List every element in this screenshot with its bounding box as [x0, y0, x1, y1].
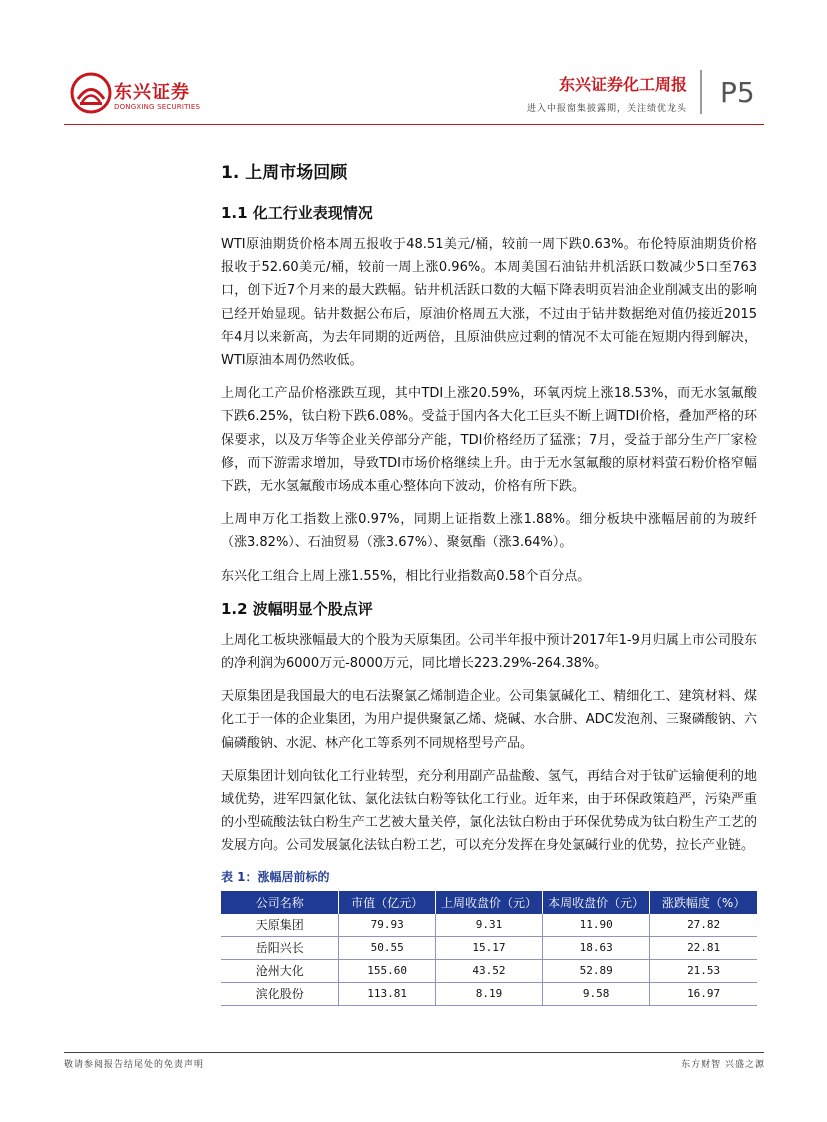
page-number: P5 — [720, 76, 755, 109]
cell-market-cap: 155.60 — [339, 959, 435, 982]
cell-change: 16.97 — [650, 982, 757, 1005]
cell-change: 22.81 — [650, 936, 757, 959]
cell-change: 27.82 — [650, 914, 757, 937]
footer-rule — [64, 1052, 764, 1053]
cell-company: 天原集团 — [221, 914, 339, 937]
table-header-row — [221, 891, 757, 914]
cell-prev-close: 8.19 — [435, 982, 542, 1005]
footer-slogan: 东方财智 兴盛之源 — [681, 1060, 765, 1070]
footer-disclaimer: 敬请参阅报告结尾处的免责声明 — [64, 1060, 205, 1070]
logo-name: 东兴证券 — [114, 82, 190, 103]
section-heading: 1. 上周市场回顾 — [221, 163, 348, 183]
paragraph-portfolio: 东兴化工组合上周上涨1.55%，相比行业指数高0.58个百分点。 — [221, 568, 591, 584]
subsection-heading-industry: 1.1 化工行业表现情况 — [221, 204, 373, 222]
cell-market-cap: 79.93 — [339, 914, 435, 937]
cell-close: 9.58 — [543, 982, 650, 1005]
paragraph-product-prices: 上周化工产品价格涨跌互现，其中TDI上涨20.59%，环氧丙烷上涨18.53%，而无水氢氟酸下跌6.25%，钛白粉下跌6.08%。受益于国内各大化工巨头不断上调TDI价格，叠加严格的环保要求，以及万华等企业关停部分产能，TDI价格经历了猛涨；7月，受益于部分生产厂家检修，而下游需求增加，导致TDI市场价格继续上升。由于无水氢氟酸的原材料萤石粉价格窄幅下跌，无水氢氟酸市场成本重心整体向下波动，价格有所下跌。 — [221, 386, 757, 495]
logo-english-name: DONGXING SECURITIES — [114, 103, 201, 111]
column-header: 本周收盘价（元） — [543, 891, 650, 914]
company-logo — [70, 72, 230, 118]
paragraph-index: 上周申万化工指数上涨0.97%，同期上证指数上涨1.88%。细分板块中涨幅居前的为玻纤（涨3.82%）、石油贸易（涨3.67%）、聚氨酯（涨3.64%）。 — [221, 512, 757, 551]
column-header: 市值（亿元） — [339, 891, 435, 914]
cell-company: 沧州大化 — [221, 959, 339, 982]
cell-close: 52.89 — [543, 959, 650, 982]
cell-close: 18.63 — [543, 936, 650, 959]
table-row — [221, 959, 757, 982]
column-header: 公司名称 — [221, 891, 339, 914]
table-row — [221, 982, 757, 1005]
logo-emblem-icon — [70, 72, 112, 114]
cell-close: 11.90 — [543, 914, 650, 937]
report-title: 东兴证券化工周报 — [558, 75, 687, 94]
table-row — [221, 914, 757, 937]
cell-prev-close: 43.52 — [435, 959, 542, 982]
table-caption: 表 1：涨幅居前标的 — [221, 869, 330, 884]
top-gainers-table — [221, 891, 757, 1006]
paragraph-company-intro: 天原集团是我国最大的电石法聚氯乙烯制造企业。公司集氯碱化工、精细化工、建筑材料、煤化工于一体的企业集团，为用户提供聚氯乙烯、烧碱、水合肼、ADC发泡剂、三聚磷酸钠、六偏磷酸钠、水泥、林产化工等系列不同规格型号产品。 — [221, 689, 757, 751]
cell-prev-close: 9.31 — [435, 914, 542, 937]
paragraph-top-stock: 上周化工板块涨幅最大的个股为天原集团。公司半年报中预计2017年1-9月归属上市公司股东的净利润为6000万元-8000万元，同比增长223.29%-264.38%。 — [221, 632, 757, 672]
header-divider — [700, 70, 702, 114]
subsection-heading-stocks: 1.2 波幅明显个股点评 — [221, 599, 373, 618]
cell-market-cap: 113.81 — [339, 982, 435, 1005]
table-row — [221, 936, 757, 959]
column-header: 上周收盘价（元） — [435, 891, 542, 914]
column-header: 涨跌幅度（%） — [650, 891, 757, 914]
cell-market-cap: 50.55 — [339, 936, 435, 959]
cell-prev-close: 15.17 — [435, 936, 542, 959]
cell-company: 滨化股份 — [221, 982, 339, 1005]
paragraph-company-strategy: 天原集团计划向钛化工行业转型，充分利用副产品盐酸、氢气，再结合对于钛矿运输便利的地域优势，进军四氯化钛、氯化法钛白粉等钛化工行业。近年来，由于环保政策趋严，污染严重的小型硫酸法钛白粉生产工艺被大量关停，氯化法钛白粉由于环保优势成为钛白粉生产工艺的发展方向。公司发展氯化法钛白粉工艺，可以充分发挥在身处氯碱行业的优势，拉长产业链。 — [221, 768, 757, 854]
cell-company: 岳阳兴长 — [221, 936, 339, 959]
cell-change: 21.53 — [650, 959, 757, 982]
paragraph-oil-price: WTI原油期货价格本周五报收于48.51美元/桶，较前一周下跌0.63%。布伦特原油期货价格报收于52.60美元/桶，较前一周上涨0.96%。本周美国石油钻井机活跃口数减少5口至763口，创下近7个月来的最大跌幅。钻井机活跃口数的大幅下降表明页岩油企业削减支出的影响已经开始显现。钻井数据公布后，原油价格周五大涨，不过由于钻井数据绝对值仍接近2015年4月以来新高，为去年同期的近两倍，且原油供应过剩的情况不太可能在短期内得到解决，WTI原油本周仍然收低。 — [221, 237, 757, 369]
header-rule — [64, 124, 764, 125]
main-content — [221, 158, 757, 1006]
report-subtitle: 进入中报窗集披露期，关注绩优龙头 — [526, 104, 687, 114]
